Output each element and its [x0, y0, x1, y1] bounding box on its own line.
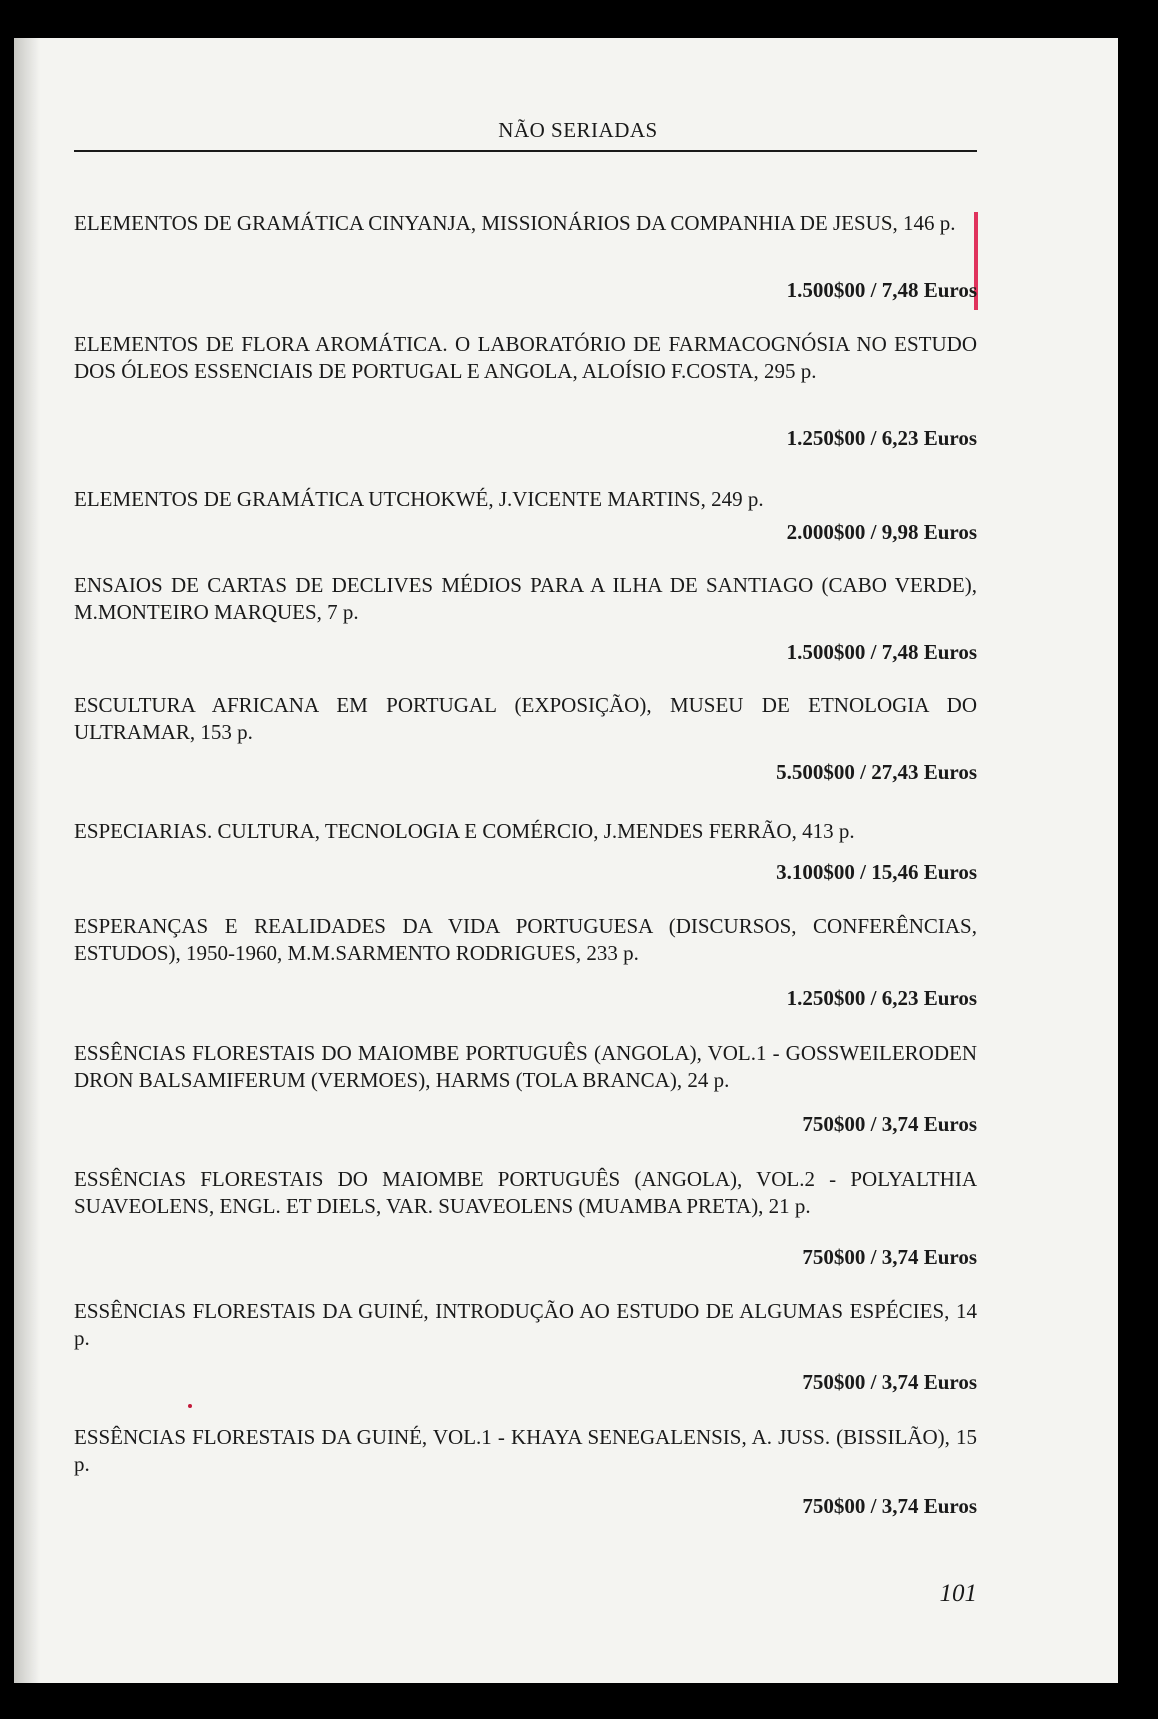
catalog-entry-title: ESSÊNCIAS FLORESTAIS DA GUINÉ, INTRODUÇÃO AO ESTUDO DE ALGUMAS ESPÉCIES, 14 p.: [74, 1299, 977, 1350]
catalog-entry-title: ESSÊNCIAS FLORESTAIS DO MAIOMBE PORTUGUÊS (ANGOLA), VOL.1 - GOSSWEILERODENDRON BALSAMIFERUM (VERMOES), HARMS (TOLA BRANCA), 24 p.: [74, 1041, 977, 1092]
header-divider: [74, 150, 977, 152]
catalog-entry-title: ELEMENTOS DE GRAMÁTICA UTCHOKWÉ, J.VICENTE MARTINS, 249 p.: [74, 487, 764, 511]
catalog-entry-title: ESCULTURA AFRICANA EM PORTUGAL (EXPOSIÇÃO), MUSEU DE ETNOLOGIA DO ULTRAMAR, 153 p.: [74, 693, 977, 744]
catalog-entry-title: ESPECIARIAS. CULTURA, TECNOLOGIA E COMÉRCIO, J.MENDES FERRÃO, 413 p.: [74, 819, 855, 843]
catalog-entry-price: 750$00 / 3,74 Euros: [802, 1370, 977, 1394]
catalog-entry-price: 5.500$00 / 27,43 Euros: [776, 760, 977, 784]
catalog-entry-title: ESPERANÇAS E REALIDADES DA VIDA PORTUGUESA (DISCURSOS, CONFERÊNCIAS, ESTUDOS), 1950-1960, M.M.SARMENTO RODRIGUES, 233 p.: [74, 914, 977, 965]
catalog-entry-title: ELEMENTOS DE FLORA AROMÁTICA. O LABORATÓRIO DE FARMACOGNÓSIA NO ESTUDO DOS ÓLEOS ESSENCIAIS DE PORTUGAL E ANGOLA, ALOÍSIO F.COSTA, 295 p.: [74, 332, 977, 383]
catalog-entry-price: 750$00 / 3,74 Euros: [802, 1494, 977, 1518]
catalog-entry-price: 750$00 / 3,74 Euros: [802, 1245, 977, 1269]
catalog-entry-price: 1.250$00 / 6,23 Euros: [786, 426, 977, 450]
page-number: 101: [939, 1580, 977, 1607]
catalog-entry-price: 750$00 / 3,74 Euros: [802, 1112, 977, 1136]
catalog-entry-title: ESSÊNCIAS FLORESTAIS DA GUINÉ, VOL.1 - KHAYA SENEGALENSIS, A. JUSS. (BISSILÃO), 15 p.: [74, 1425, 977, 1476]
catalog-entry-title: ENSAIOS DE CARTAS DE DECLIVES MÉDIOS PARA A ILHA DE SANTIAGO (CABO VERDE), M.MONTEIRO MARQUES, 7 p.: [74, 573, 977, 624]
catalog-entry-price: 1.500$00 / 7,48 Euros: [786, 278, 977, 302]
catalog-entry-title: ESSÊNCIAS FLORESTAIS DO MAIOMBE PORTUGUÊS (ANGOLA), VOL.2 - POLYALTHIA SUAVEOLENS, ENGL. ET DIELS, VAR. SUAVEOLENS (MUAMBA PRETA), 21 p.: [74, 1167, 977, 1218]
ink-dot-mark: [188, 1404, 192, 1408]
page-binding-shadow: [14, 38, 40, 1683]
catalog-entry-price: 1.250$00 / 6,23 Euros: [786, 986, 977, 1010]
section-title: NÃO SERIADAS: [498, 118, 658, 142]
catalog-entry-price: 3.100$00 / 15,46 Euros: [776, 860, 977, 884]
catalog-entry-title: ELEMENTOS DE GRAMÁTICA CINYANJA, MISSIONÁRIOS DA COMPANHIA DE JESUS, 146 p.: [74, 211, 956, 235]
catalog-entry-price: 1.500$00 / 7,48 Euros: [786, 640, 977, 664]
catalog-entry-price: 2.000$00 / 9,98 Euros: [786, 520, 977, 544]
